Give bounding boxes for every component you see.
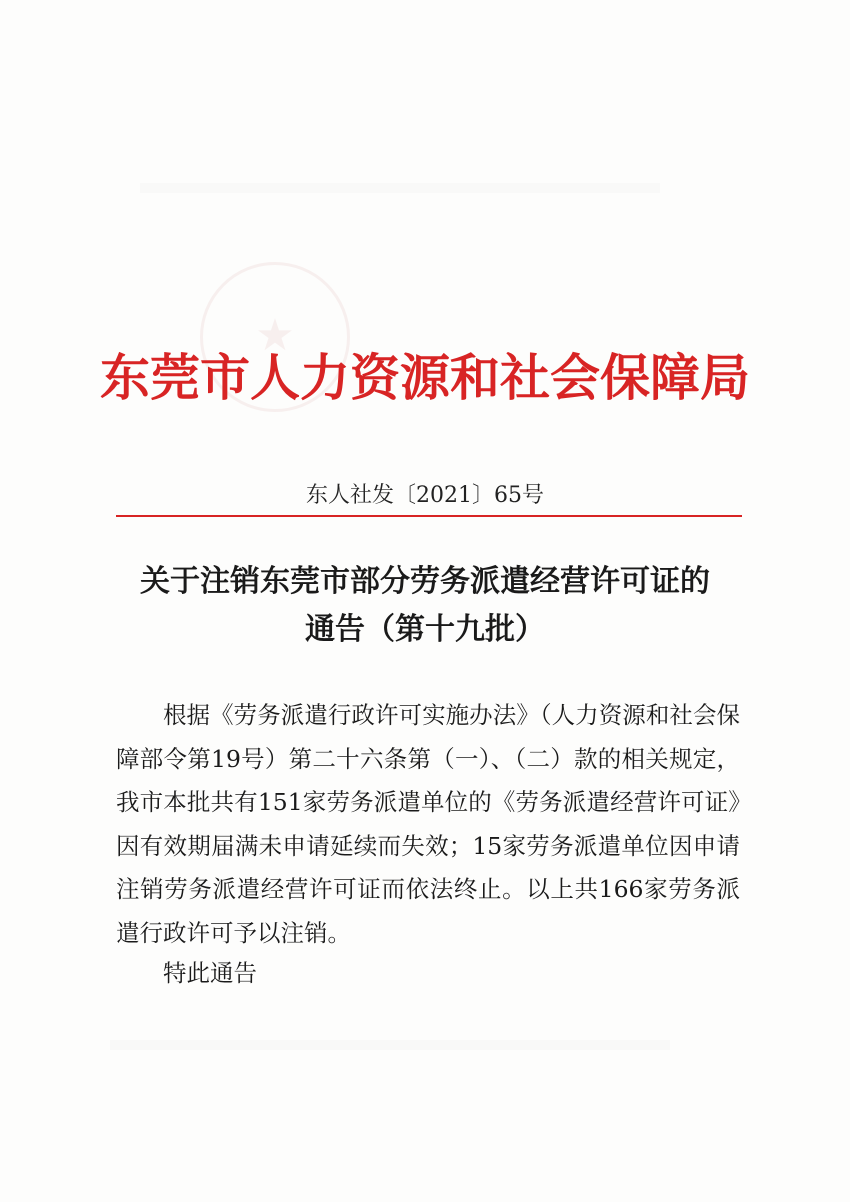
notice-body-paragraph: 根据《劳务派遣行政许可实施办法》（人力资源和社会保障部令第19号）第二十六条第（一）、（二）款的相关规定，我市本批共有151家劳务派遣单位的《劳务派遣经营许可证》因有效期届满未申请延续而失效；15家劳务派遣单位因申请注销劳务派遣经营许可证而依法终止。以上共166家劳务派遣行政许可予以注销。 [116, 701, 740, 947]
scan-artifact [110, 1040, 670, 1050]
scan-artifact [140, 183, 660, 193]
notice-title-line-1: 关于注销东莞市部分劳务派遣经营许可证的 [140, 564, 710, 599]
notice-closing: 特此通告 [163, 959, 257, 987]
document-number: 东人社发〔2021〕65号 [306, 483, 544, 508]
star-icon: ★ [255, 310, 295, 361]
red-divider-line [116, 515, 742, 517]
agency-masthead: 东莞市人力资源和社会保障局 [100, 348, 750, 407]
notice-title-line-2: 通告（第十九批） [305, 612, 545, 647]
